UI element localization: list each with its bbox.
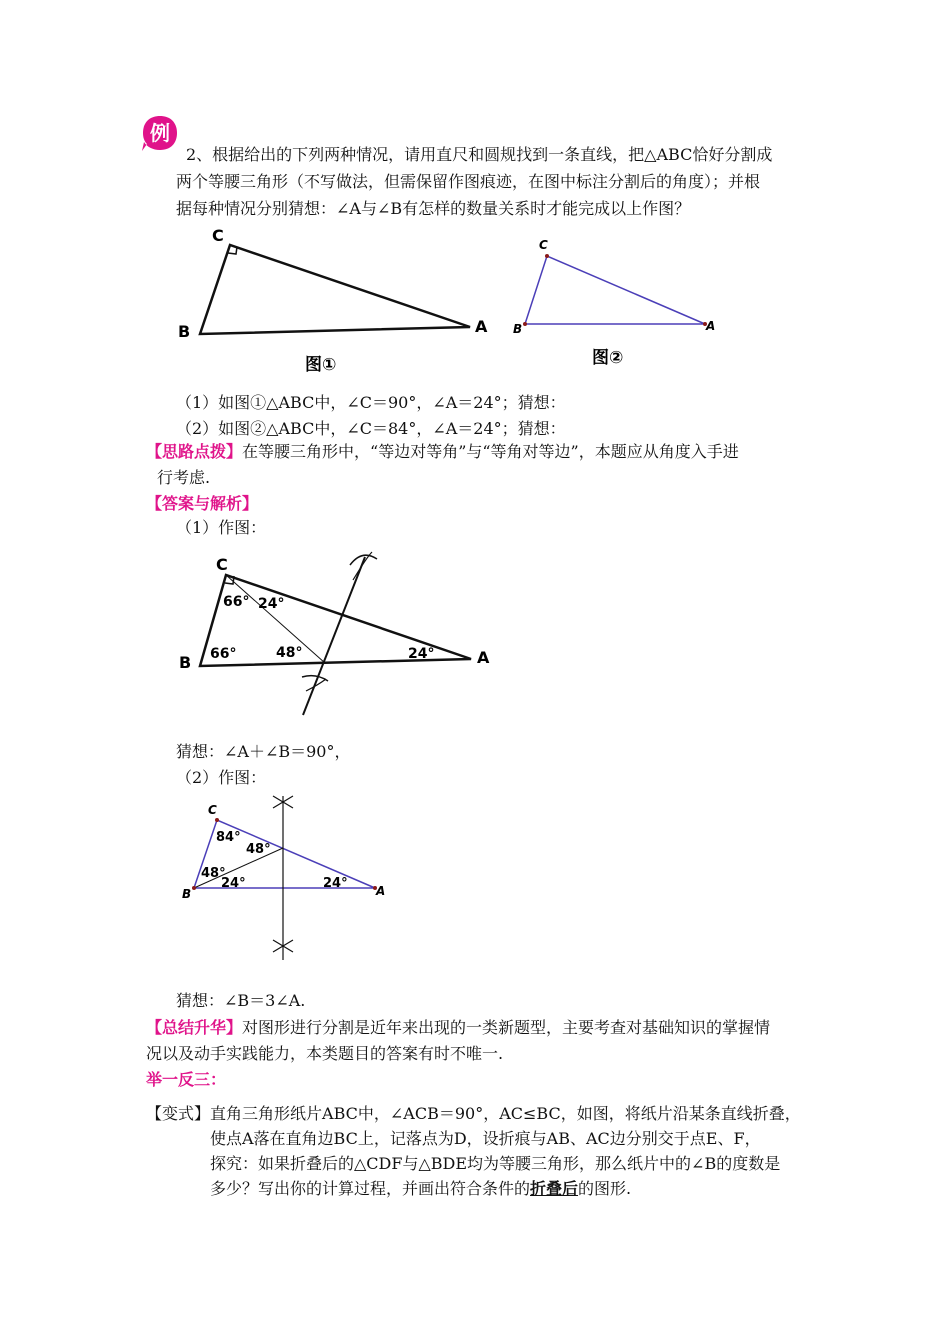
- figure-1-label-b: B: [178, 322, 191, 341]
- summary-text-2: 况以及动手实践能力，本类题目的答案有时不唯一.: [146, 1044, 504, 1063]
- hint-paragraph: [146, 440, 739, 464]
- figure-1-label-a: A: [475, 317, 488, 336]
- figure-3-angle-1: 66°: [223, 594, 250, 610]
- answer-guess-2: 猜想：∠B＝3∠A.: [176, 991, 306, 1010]
- example-line-3: 据每种情况分别猜想：∠A与∠B有怎样的数量关系时才能完成以上作图？: [176, 199, 691, 218]
- figure-2-caption: 图②: [592, 348, 624, 368]
- variant-label: 【变式】: [146, 1104, 211, 1123]
- question-2: （2）如图②△ABC中，∠C＝84°，∠A＝24°；猜想：: [176, 419, 566, 438]
- practice-label: 举一反三：: [146, 1070, 227, 1089]
- answer-guess-1: 猜想：∠A＋∠B＝90°，: [176, 742, 351, 761]
- figure-2-triangle: [525, 256, 705, 324]
- figure-4-angle-5: 24°: [323, 876, 348, 891]
- figure-4-angle-2: 48°: [246, 842, 271, 857]
- figure-3-angle-3: 66°: [210, 646, 237, 662]
- figure-4-angle-1: 84°: [216, 830, 241, 845]
- variant-text-4-post: 的图形.: [578, 1179, 632, 1198]
- figure-1: [170, 220, 500, 380]
- figure-4: [170, 790, 400, 970]
- example-line-1: 2、根据给出的下列两种情况，请用直尺和圆规找到一条直线，把△ABC恰好分割成: [186, 145, 773, 164]
- variant-text-4-underlined: 折叠后: [530, 1179, 579, 1198]
- variant-text-1: 直角三角形纸片ABC中，∠ACB＝90°，AC≤BC，如图，将纸片沿某条直线折叠，: [210, 1104, 801, 1123]
- figure-1-triangle: [200, 245, 470, 334]
- answer-step-1: （1）作图：: [176, 518, 267, 537]
- figure-3: [170, 545, 510, 725]
- figure-3-label-b: B: [179, 653, 192, 672]
- figure-2-label-a: A: [706, 319, 716, 333]
- figure-3-bisector: [303, 557, 365, 715]
- figure-3-label-c: C: [216, 555, 228, 574]
- figure-4-label-a: A: [376, 884, 386, 898]
- hint-text-2: 行考虑.: [157, 468, 211, 487]
- figure-4-label-b: B: [182, 887, 192, 901]
- figure-1-caption: 图①: [305, 355, 337, 375]
- figure-1-label-c: C: [212, 226, 224, 245]
- variant-line-4: [210, 1177, 631, 1201]
- figure-4-label-c: C: [208, 803, 217, 817]
- summary-label: 【总结升华】: [146, 1018, 243, 1037]
- variant-text-3: 探究：如果折叠后的△CDF与△BDE均为等腰三角形，那么纸片中的∠B的度数是: [210, 1154, 781, 1173]
- figure-3-angle-4: 48°: [276, 645, 303, 661]
- figure-2-label-c: C: [539, 238, 548, 252]
- badge-text: 例: [150, 121, 170, 145]
- summary-text-1: 对图形进行分割是近年来出现的一类新题型，主要考查对基础知识的掌握情: [242, 1018, 771, 1037]
- figure-2: [505, 230, 735, 370]
- example-badge: [141, 114, 179, 152]
- hint-text-1: 在等腰三角形中，“等边对等角”与“等角对等边”，本题应从角度入手进: [242, 442, 739, 461]
- answer-step-2: （2）作图：: [176, 768, 267, 787]
- answer-label: 【答案与解析】: [146, 494, 259, 513]
- figure-3-angle-5: 24°: [408, 646, 435, 662]
- figure-4-angle-3: 48°: [201, 866, 226, 881]
- figure-4-angle-4: 24°: [221, 876, 246, 891]
- variant-paragraph: [146, 1102, 801, 1126]
- figure-3-angle-2: 24°: [258, 596, 285, 612]
- summary-paragraph: [146, 1016, 770, 1040]
- question-1: （1）如图①△ABC中，∠C＝90°，∠A＝24°；猜想：: [176, 393, 566, 412]
- figure-2-label-b: B: [513, 322, 523, 336]
- variant-text-4-pre: 多少？写出你的计算过程，并画出符合条件的: [210, 1179, 531, 1198]
- hint-label: 【思路点拨】: [146, 442, 243, 461]
- figure-3-label-a: A: [477, 648, 490, 667]
- example-line-2: 两个等腰三角形（不写做法，但需保留作图痕迹，在图中标注分割后的角度）；并根: [176, 172, 761, 191]
- variant-text-2: 使点A落在直角边BC上，记落点为D，设折痕与AB、AC边分别交于点E、F，: [210, 1129, 761, 1148]
